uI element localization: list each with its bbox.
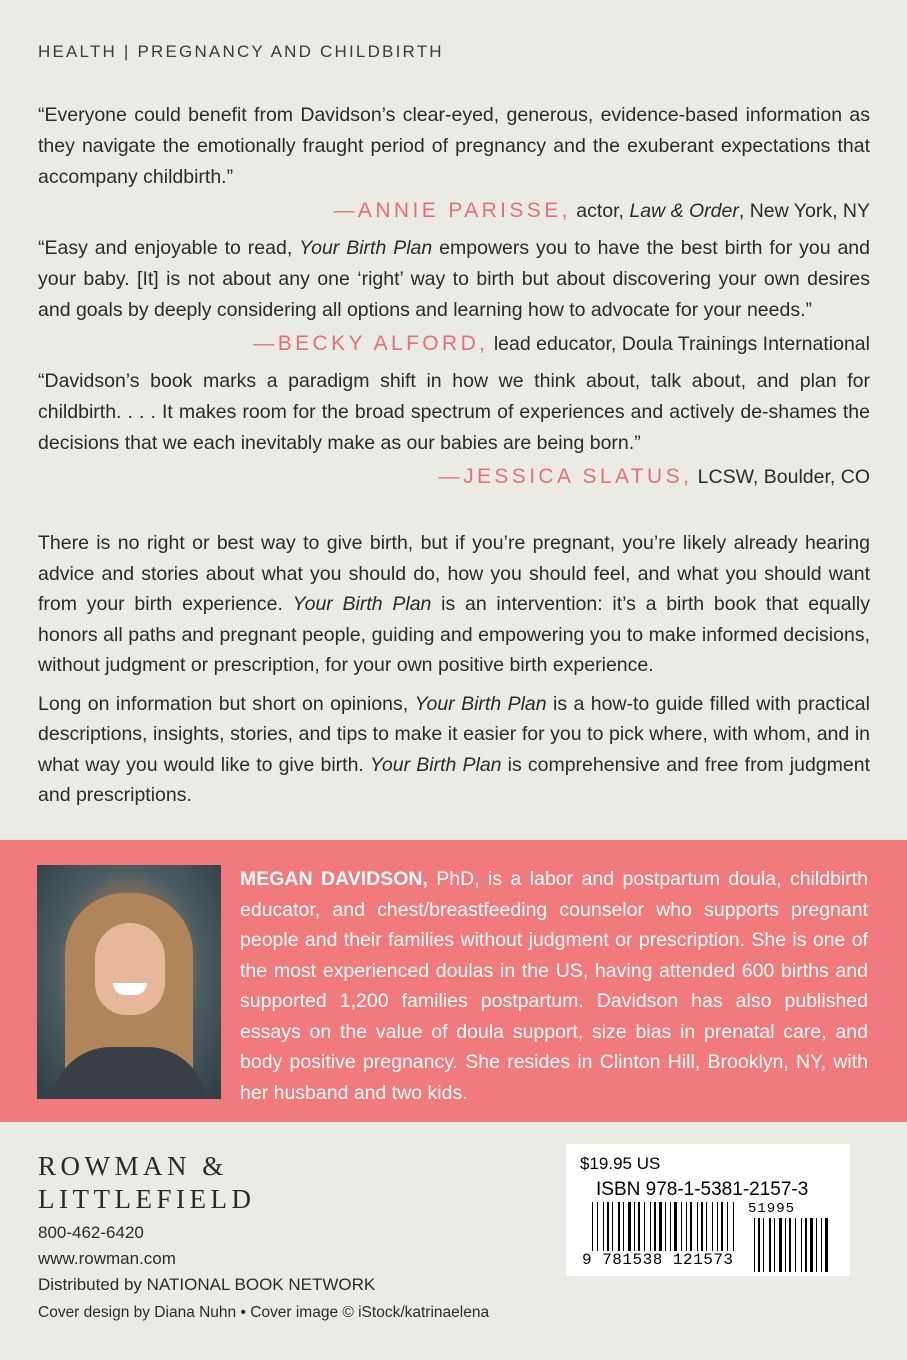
publisher-logo-line2: LITTLEFIELD [38, 1184, 256, 1214]
price-label: $19.95 US [580, 1154, 661, 1173]
blurb-quote: “Easy and enjoyable to read, Your Birth Plan empowers you to have the best birth for you and your baby. [It] is not about any one ‘right’ way to birth but about discovering your own desires and goals by deeply considering all options and learning how to advocate for your needs.” [38, 237, 870, 321]
barcode-addon-bar [795, 1218, 796, 1272]
barcode-addon-digits: 51995 [748, 1201, 796, 1217]
publisher-phone: 800-462-6420 [38, 1223, 144, 1242]
publisher-website: www.rowman.com [38, 1249, 176, 1268]
barcode-addon-bar [805, 1218, 807, 1272]
book-title-mention: Your Birth Plan [299, 237, 433, 259]
publisher-logo-line1: ROWMAN & [38, 1151, 228, 1181]
blurb-attribution [38, 195, 870, 227]
blurb-role: LCSW, Boulder, CO [692, 466, 870, 488]
endorsements [38, 100, 870, 499]
barcode-addon-bar [758, 1218, 760, 1272]
barcode-addon-bar [769, 1218, 771, 1272]
book-title-mention: Your Birth Plan [292, 593, 432, 615]
book-title-mention: Your Birth Plan [414, 692, 547, 715]
blurb-role: lead educator, Doula Trainings International [488, 333, 870, 355]
barcode-addon-bar [763, 1218, 764, 1272]
publisher-logo [38, 1150, 255, 1216]
author-photo [37, 865, 221, 1099]
cover-credits: Cover design by Diana Nuhn • Cover image © iStock/katrinaelena [38, 1304, 490, 1321]
barcode-addon-bar [801, 1218, 802, 1272]
publisher-info [38, 1220, 375, 1298]
author-bio-band [0, 840, 907, 1122]
barcode-addon-bar [825, 1218, 828, 1272]
blurb-author: —BECKY ALFORD, [253, 332, 489, 355]
barcode-addon-bar [754, 1218, 755, 1272]
blurb-author: —JESSICA SLATUS, [438, 465, 693, 488]
barcode-addon-bar [779, 1218, 782, 1272]
barcode-addon-bar [816, 1218, 817, 1272]
book-title-mention: Your Birth Plan [370, 753, 502, 776]
description-paragraph: There is no right or best way to give birth, but if you’re pregnant, you’re likely already hearing advice and stories about what you should do, how you should feel, and what you should want from your birth experience. Your Birth Plan is an intervention: it’s a birth book that equally honors all paths and pregnant people, guiding and empowering you to make informed decisions, without judgment or prescription, for your own positive birth experience. [38, 532, 870, 676]
blurb-quote: “Davidson’s book marks a paradigm shift in how we think about, talk about, and plan for childbirth. . . . It makes room for the broad spectrum of experiences and actively de-shames the decisions that we each inevitably make as our babies are being born.” [38, 370, 870, 454]
barcode-addon-bar [785, 1218, 786, 1272]
barcode-addon-bar [821, 1218, 822, 1272]
author-name: MEGAN DAVIDSON, [240, 868, 428, 890]
category-label: HEALTH | PREGNANCY AND CHILDBIRTH [38, 42, 444, 61]
blurb-quote: “Everyone could benefit from Davidson’s clear-eyed, generous, evidence-based information as they navigate the emotionally fraught period of pregnancy and the exuberant expectations that accompany childbirth.” [38, 104, 870, 188]
description-paragraph: Long on information but short on opinions, Your Birth Plan is a how-to guide filled with practical descriptions, insights, stories, and tips to make it easier for you to pick where, with whom, and in what way you would like to give birth. Your Birth Plan is comprehensive and free from judgment and prescriptions. [38, 692, 870, 806]
blurb-attribution [38, 328, 870, 360]
blurb-author: —ANNIE PARISSE, [333, 199, 571, 222]
barcode-addon-bar [774, 1218, 775, 1272]
blurb-role-title: Law & Order [629, 200, 739, 222]
blurb-role: actor, [570, 200, 630, 222]
book-description [38, 528, 870, 819]
author-bio: MEGAN DAVIDSON, PhD, is a labor and postpartum doula, childbirth educator, and chest/breastfeeding counselor who supports pregnant people and their families without judgment or prescription. She is one of the most experienced doulas in the US, having attended 600 births and supported 1,200 families postpartum. Davidson has also published essays on the value of doula support, size bias in prenatal care, and body positive pregnancy. She resides in Clinton Hill, Brooklyn, NY, with her husband and two kids. [240, 868, 868, 1104]
blurb-attribution [38, 461, 870, 493]
isbn-label: ISBN 978-1-5381-2157-3 [596, 1179, 809, 1200]
barcode-digits: 9 781538 121573 [582, 1251, 734, 1269]
barcode-addon-bar [810, 1218, 813, 1272]
barcode-addon-bar [789, 1218, 791, 1272]
barcode-panel [566, 1144, 850, 1276]
distributor-line: Distributed by NATIONAL BOOK NETWORK [38, 1275, 376, 1294]
distributor-name: NATIONAL BOOK NETWORK [146, 1275, 376, 1294]
blurb-role-location: , New York, NY [738, 200, 870, 222]
